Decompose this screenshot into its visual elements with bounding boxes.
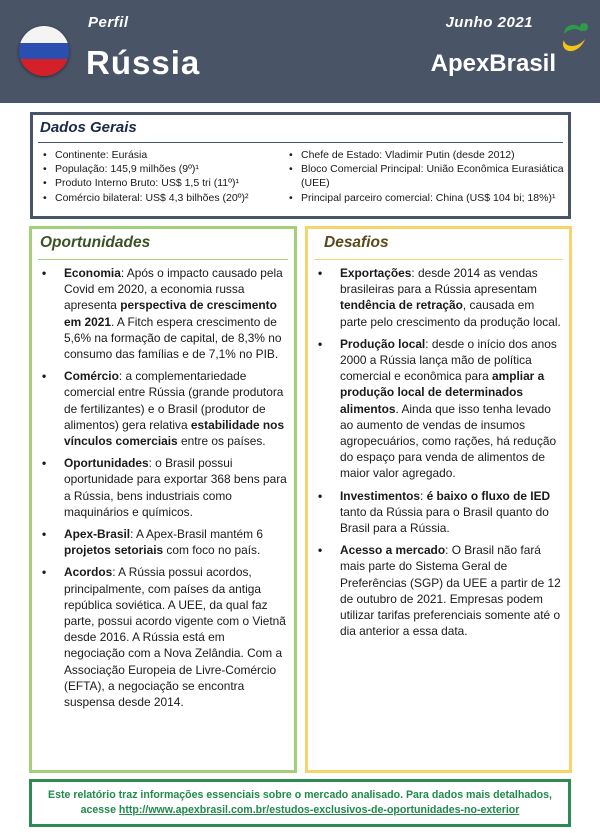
list-item: • Chefe de Estado: Vladimir Putin (desde 2012) [287,148,567,162]
russia-flag-icon [19,26,69,76]
opportunities-list [40,265,288,716]
footer-link-line [32,803,568,818]
opportunities-divider [38,259,288,260]
general-data-left-list [41,148,281,205]
profile-label: Perfil [88,14,129,31]
list-item: • Comércio bilateral: US$ 4,3 bilhões (20º)² [41,191,281,205]
general-data-title: Dados Gerais [40,119,137,136]
general-data-divider [38,142,563,143]
list-item: • Apex-Brasil: A Apex-Brasil mantém 6 projetos setoriais com foco no país. [40,526,288,558]
challenges-divider [314,259,563,260]
general-data-box [30,112,571,219]
list-item: • Exportações: desde 2014 as vendas brasileiras para a Rússia apresentam tendência de retração, causada em parte pelo crescimento da produção local. [316,265,561,330]
general-data-right-list [287,148,567,205]
header-band [0,0,600,103]
opportunities-title: Oportunidades [40,234,151,251]
list-item: • População: 145,9 milhões (9º)¹ [41,162,281,176]
list-item: • Economia: Após o impacto causado pela Covid em 2020, a economia russa apresenta perspectiva de crescimento em 2021. A Fitch espera crescimento de 5,6% na formação de capital, de 8,3% no consumo das famílias e de 7,1% no PIB. [40,265,288,362]
list-item: • Bloco Comercial Principal: União Econômica Eurasiática (UEE) [287,162,567,190]
list-item: • Principal parceiro comercial: China (US$ 104 bi; 18%)¹ [287,191,567,205]
list-item: • Acordos: A Rússia possui acordos, principalmente, com países da antiga república soviética. A UEE, da qual faz parte, possui acordo vigente com o Vietnã desde 2016. A Rússia está em negociação com a Nova Zelândia. Com a Associação Europeia de Livre-Comércio (EFTA), a negociação se encontra suspensa desde 2014. [40,564,288,710]
list-item: • Investimentos: é baixo o fluxo de IED tanto da Rússia para o Brasil quanto do Brasil para a Rússia. [316,488,561,537]
report-date: Junho 2021 [445,14,533,31]
list-item: • Produção local: desde o início dos anos 2000 a Rússia lança mão de política comercial e econômica para ampliar a produção local de determinados alimentos. Ainda que isso tenha levado ao aumento de vendas de insumos agropecuários, como rações, há redução do espaço para venda de alimentos de maior valor agregado. [316,336,561,482]
brand-name: ApexBrasil [430,50,556,77]
footer-note [29,779,571,827]
studies-link[interactable]: http://www.apexbrasil.com.br/estudos-exclusivos-de-oportunidades-no-exterior [118,804,520,816]
opportunities-panel [29,226,297,773]
challenges-list [316,265,561,645]
challenges-panel [305,226,572,773]
list-item: • Oportunidades: o Brasil possui oportunidade para exportar 368 bens para a Rússia, bens industriais como maquinários e químicos. [40,455,288,520]
apexbrasil-logo-icon [558,20,590,54]
challenges-title: Desafios [324,234,389,251]
list-item: • Comércio: a complementariedade comercial entre Rússia (grande produtora de fertilizantes) e o Brasil (produtor de alimentos) gera relativa estabilidade nos vínculos comerciais entre os países. [40,368,288,449]
country-title: Rússia [86,44,201,81]
footer-text: Este relatório traz informações essenciais sobre o mercado analisado. Para dados mais detalhados, [48,789,552,801]
list-item: • Continente: Eurásia [41,148,281,162]
footer-lead: acesse [80,804,119,816]
list-item: • Acesso a mercado: O Brasil não fará mais parte do Sistema Geral de Preferências (SGP) da UEE a partir de 12 de outubro de 2021. Empresas podem utilizar tarifas preferenciais somente até o dia anterior a essa data. [316,542,561,639]
list-item: • Produto Interno Bruto: US$ 1,5 tri (11º)¹ [41,176,281,190]
